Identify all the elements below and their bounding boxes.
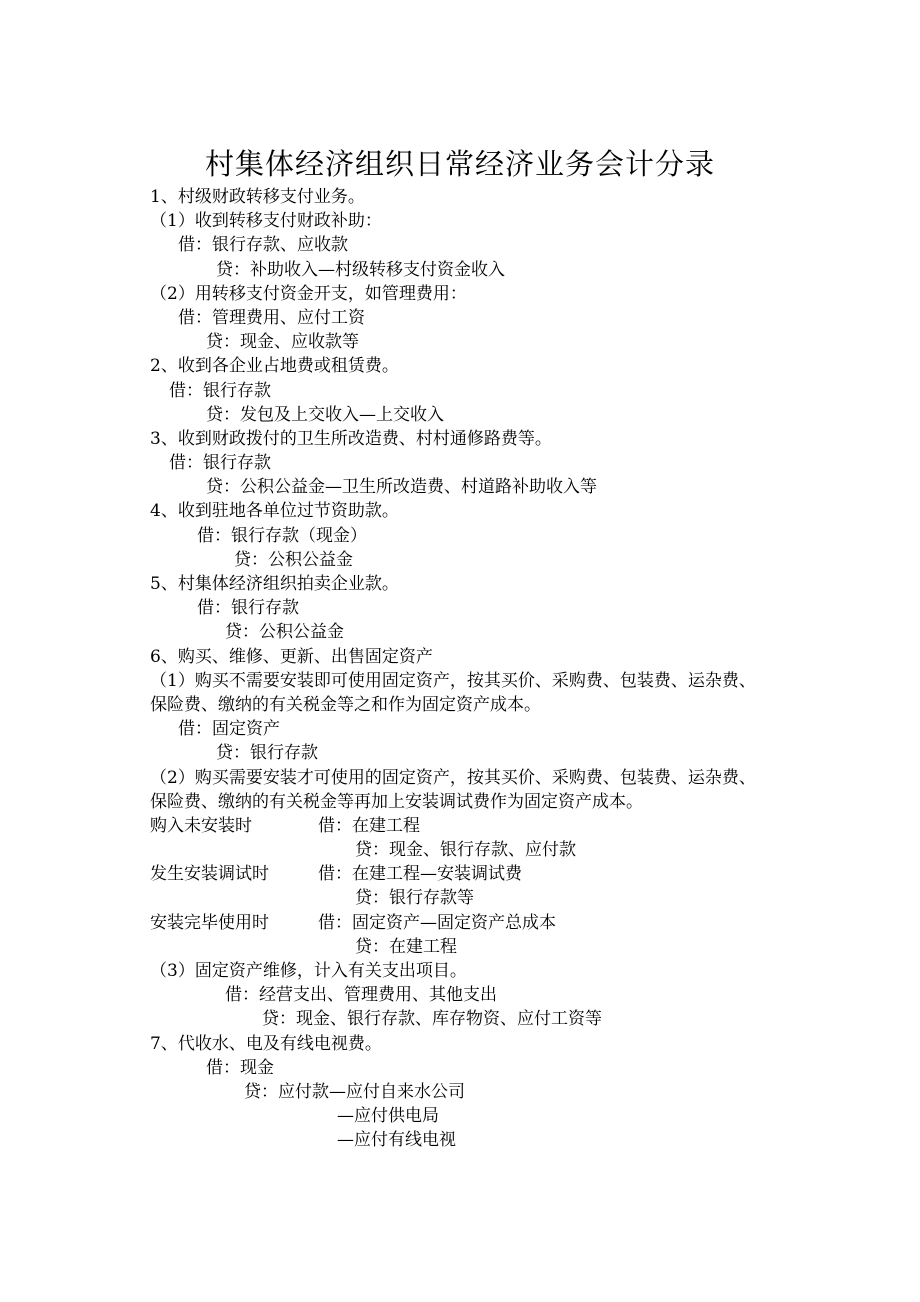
text-line — [0, 451, 920, 475]
text-line — [0, 693, 920, 717]
debit-entry: 借：在建工程—安装调试费 — [318, 864, 522, 885]
section-heading: 2、收到各企业占地费或租赁费。 — [150, 356, 399, 377]
text-line — [0, 354, 920, 378]
text-line — [0, 1080, 920, 1104]
text-line — [0, 596, 920, 620]
paragraph-line: 保险费、缴纳的有关税金等再加上安装调试费作为固定资产成本。 — [150, 791, 643, 812]
debit-entry: 借：固定资产—固定资产总成本 — [318, 912, 556, 933]
section-heading: 5、村集体经济组织拍卖企业款。 — [150, 574, 399, 594]
step-label: 购入未安装时 — [150, 815, 252, 836]
debit-entry: 借：银行存款、应收款 — [178, 235, 348, 256]
subsection-heading: （3）固定资产维修，计入有关支出项目。 — [150, 961, 467, 981]
text-line — [0, 475, 920, 499]
text-line — [0, 669, 920, 693]
subsection-heading: （1）收到转移支付财政补助： — [150, 211, 382, 232]
text-line — [0, 790, 920, 814]
text-line — [0, 620, 920, 644]
credit-entry: 贷：在建工程 — [355, 936, 457, 957]
credit-entry: 贷：补助收入—村级转移支付资金收入 — [216, 259, 505, 280]
credit-subaccount: —应付供电局 — [337, 1106, 439, 1127]
text-line — [0, 379, 920, 403]
text-line — [0, 741, 920, 765]
text-line — [0, 548, 920, 572]
paragraph-line: （1）购买不需要安装即可使用固定资产，按其买价、采购费、包装费、运杂费、 — [150, 670, 756, 691]
section-heading: 3、收到财政拨付的卫生所改造费、村村通修路费等。 — [150, 428, 552, 449]
document-title: 村集体经济组织日常经济业务会计分录 — [204, 147, 715, 181]
text-line — [0, 886, 920, 910]
debit-entry: 借：管理费用、应付工资 — [178, 307, 365, 328]
text-line — [0, 935, 920, 959]
debit-entry: 借：银行存款 — [169, 380, 271, 401]
section-heading: 1、村级财政转移支付业务。 — [150, 187, 365, 207]
credit-subaccount: —应付有线电视 — [337, 1130, 456, 1151]
text-line — [0, 766, 920, 790]
text-line — [0, 282, 920, 306]
text-line — [0, 838, 920, 862]
credit-entry: 贷：现金、应收款等 — [206, 332, 359, 353]
text-line — [0, 983, 920, 1007]
text-line — [0, 959, 920, 983]
text-line — [0, 233, 920, 257]
credit-entry: 贷：发包及上交收入—上交收入 — [206, 404, 444, 425]
credit-entry: 贷：银行存款 — [216, 743, 318, 764]
text-line — [0, 330, 920, 354]
document-body — [0, 185, 920, 1153]
section-heading: 6、购买、维修、更新、出售固定资产 — [150, 646, 433, 667]
credit-entry: 贷：银行存款等 — [355, 888, 474, 909]
text-line — [0, 717, 920, 741]
text-line — [0, 524, 920, 548]
text-line — [0, 306, 920, 330]
debit-entry: 借：现金 — [206, 1057, 274, 1078]
text-line — [0, 645, 920, 669]
text-line — [0, 427, 920, 451]
text-line — [0, 1128, 920, 1152]
text-line — [0, 1056, 920, 1080]
step-label: 安装完毕使用时 — [150, 912, 269, 933]
text-line — [0, 185, 920, 209]
credit-entry: 贷：应付款—应付自来水公司 — [244, 1081, 465, 1102]
credit-entry: 贷：现金、银行存款、应付款 — [355, 840, 576, 861]
subsection-heading: （2）用转移支付资金开支，如管理费用： — [150, 283, 467, 304]
debit-entry: 借：银行存款（现金） — [197, 525, 367, 546]
debit-entry: 借：经营支出、管理费用、其他支出 — [225, 985, 497, 1006]
text-line — [0, 403, 920, 427]
debit-entry: 借：银行存款 — [169, 453, 271, 474]
text-line — [0, 209, 920, 233]
text-line — [0, 572, 920, 596]
debit-entry: 借：固定资产 — [178, 719, 280, 740]
text-line — [0, 258, 920, 282]
credit-entry: 贷：公积公益金 — [225, 622, 344, 643]
debit-entry: 借：银行存款 — [197, 598, 299, 619]
step-label: 发生安装调试时 — [150, 864, 269, 885]
credit-entry: 贷：公积公益金—卫生所改造费、村道路补助收入等 — [206, 477, 597, 498]
text-line — [0, 911, 920, 935]
text-line — [0, 1007, 920, 1031]
section-heading: 7、代收水、电及有线电视费。 — [150, 1033, 382, 1054]
text-line — [0, 862, 920, 886]
section-heading: 4、收到驻地各单位过节资助款。 — [150, 501, 399, 522]
text-line — [0, 1104, 920, 1128]
paragraph-line: （2）购买需要安装才可使用的固定资产，按其买价、采购费、包装费、运杂费、 — [150, 767, 756, 788]
credit-entry: 贷：现金、银行存款、库存物资、应付工资等 — [262, 1009, 602, 1030]
text-line — [0, 1032, 920, 1056]
text-line — [0, 499, 920, 523]
text-line — [0, 814, 920, 838]
debit-entry: 借：在建工程 — [318, 815, 420, 836]
paragraph-line: 保险费、缴纳的有关税金等之和作为固定资产成本。 — [150, 694, 541, 715]
credit-entry: 贷：公积公益金 — [234, 549, 353, 570]
